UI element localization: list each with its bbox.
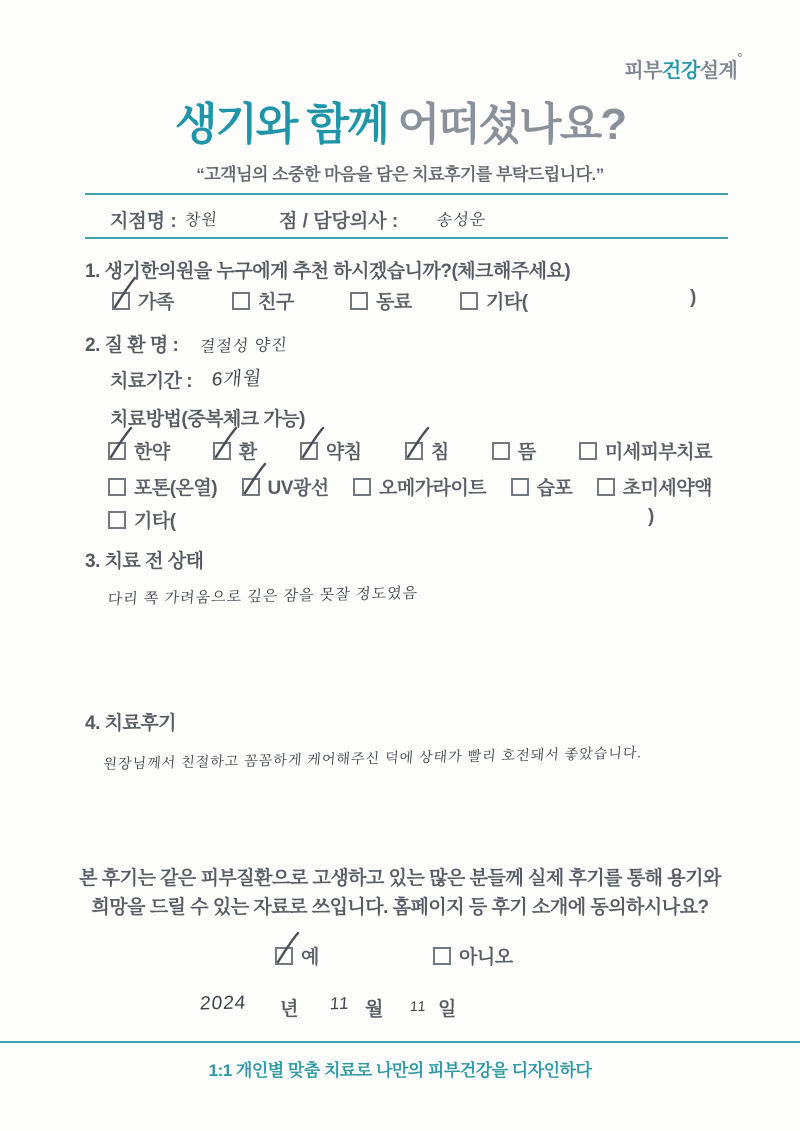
option-label: 아니오 bbox=[459, 947, 513, 968]
method-moxibustion[interactable] bbox=[492, 437, 536, 464]
checkbox-icon[interactable] bbox=[597, 478, 615, 496]
option-label: 포톤(온열) bbox=[134, 478, 218, 499]
checkbox-icon[interactable] bbox=[492, 442, 510, 460]
consent-option-yes[interactable] bbox=[275, 942, 319, 969]
brand-logo bbox=[624, 50, 742, 83]
q1-option-family[interactable] bbox=[112, 287, 174, 314]
consent-option-no[interactable] bbox=[433, 942, 513, 969]
checkbox-icon[interactable] bbox=[511, 478, 529, 496]
degree-mark-icon: ° bbox=[737, 50, 742, 65]
page-title-accent: 생기와 함께 bbox=[174, 100, 388, 149]
footer-divider bbox=[0, 1041, 800, 1043]
method-micro-skin-treatment[interactable] bbox=[579, 437, 712, 464]
branch-name-label: 지점명 : bbox=[110, 211, 177, 232]
option-label: 환 bbox=[238, 442, 257, 463]
treatment-period-value[interactable]: 6개월 bbox=[210, 368, 264, 391]
checkbox-icon[interactable] bbox=[112, 292, 130, 310]
checkbox-icon[interactable] bbox=[108, 442, 126, 460]
method-other[interactable] bbox=[108, 506, 176, 533]
option-label: 초미세약액 bbox=[622, 478, 712, 499]
method-wet-pack[interactable] bbox=[511, 473, 573, 500]
option-label: 습포 bbox=[536, 478, 573, 499]
handwritten-check-icon bbox=[110, 276, 138, 310]
q1-option-friend[interactable] bbox=[232, 287, 294, 314]
checkbox-icon[interactable] bbox=[108, 511, 126, 529]
handwritten-check-icon bbox=[403, 426, 431, 460]
q2-close-paren: ) bbox=[648, 506, 655, 527]
question-3-title: 3. 치료 전 상태 bbox=[85, 551, 204, 572]
option-label: 한약 bbox=[134, 442, 170, 463]
consent-text bbox=[0, 864, 800, 922]
branch-row bbox=[85, 193, 728, 239]
question-1-title: 1. 생기한의원을 누구에게 추천 하시겠습니까?(체크해주세요) bbox=[85, 261, 571, 282]
option-label: 예 bbox=[301, 947, 319, 968]
handwritten-check-icon bbox=[106, 426, 134, 460]
footer-slogan: 1:1 개인별 맞춤 치료로 나만의 피부건강을 디자인하다 bbox=[208, 1061, 592, 1080]
treatment-methods-label: 치료방법(중복체크 가능) bbox=[110, 409, 305, 430]
option-label: 동료 bbox=[376, 292, 412, 313]
option-label: 약침 bbox=[325, 442, 362, 463]
q1-option-coworker[interactable] bbox=[350, 287, 412, 314]
page-title-rest: 어떠셨나요? bbox=[397, 100, 626, 149]
logo-text-gray2: 설계 bbox=[699, 60, 738, 82]
checkbox-icon[interactable] bbox=[213, 442, 231, 460]
q1-option-other[interactable] bbox=[460, 287, 528, 314]
treatment-period-label: 치료기간 : bbox=[110, 371, 193, 392]
checkbox-icon[interactable] bbox=[579, 442, 597, 460]
option-label: 기타( bbox=[134, 511, 176, 532]
doctor-label: 점 / 담당의사 : bbox=[279, 211, 399, 232]
option-label: UV광선 bbox=[267, 478, 329, 499]
page-subtitle: “고객님의 소중한 마음을 담은 치료후기를 부탁드립니다.” bbox=[196, 165, 604, 184]
checkbox-icon[interactable] bbox=[405, 442, 423, 460]
date-year-value[interactable]: 2024 bbox=[199, 992, 248, 1015]
treatment-review-answer[interactable]: 원장님께서 친절하고 꼼꼼하게 케어해주신 덕에 상태가 빨리 호전돼서 좋았습니다. bbox=[102, 744, 644, 772]
handwritten-check-icon bbox=[211, 426, 239, 460]
method-ultrafine-solution[interactable] bbox=[597, 473, 712, 500]
method-herbal-medicine[interactable] bbox=[108, 437, 170, 464]
method-acupuncture[interactable] bbox=[405, 437, 449, 464]
disease-name-value[interactable]: 결절성 양진 bbox=[199, 337, 289, 356]
method-pharmacopuncture[interactable] bbox=[300, 437, 362, 464]
logo-text-accent: 건강 bbox=[662, 60, 700, 82]
question-2-title: 2. 질 환 명 : bbox=[85, 335, 179, 356]
method-photon-heat[interactable] bbox=[108, 473, 217, 500]
date-day-label: 일 bbox=[438, 999, 457, 1020]
consent-line-2: 희망을 드릴 수 있는 자료로 쓰입니다. 홈페이지 등 후기 소개에 동의하시나요? bbox=[91, 897, 709, 918]
q1-close-paren: ) bbox=[690, 287, 697, 308]
checkbox-icon[interactable] bbox=[232, 292, 250, 310]
date-day-value[interactable]: 11 bbox=[409, 997, 428, 1015]
checkbox-icon[interactable] bbox=[242, 478, 260, 496]
doctor-value[interactable]: 송성운 bbox=[436, 211, 487, 230]
checkbox-icon[interactable] bbox=[433, 947, 451, 965]
option-label: 미세피부치료 bbox=[604, 442, 712, 463]
methods-row-2 bbox=[108, 473, 712, 500]
pre-treatment-state-answer[interactable]: 다리 쪽 가려움으로 깊은 잠을 못잘 정도였음 bbox=[106, 584, 419, 609]
checkbox-icon[interactable] bbox=[275, 947, 293, 965]
methods-row-1 bbox=[108, 437, 712, 464]
consent-line-1: 본 후기는 같은 피부질환으로 고생하고 있는 많은 분들께 실제 후기를 통해 용기와 bbox=[79, 868, 721, 889]
question-4-title: 4. 치료후기 bbox=[85, 713, 177, 734]
handwritten-check-icon bbox=[240, 462, 268, 496]
checkbox-icon[interactable] bbox=[350, 292, 368, 310]
checkbox-icon[interactable] bbox=[353, 478, 371, 496]
checkbox-icon[interactable] bbox=[300, 442, 318, 460]
method-omega-light[interactable] bbox=[353, 473, 486, 500]
logo-text-gray1: 피부 bbox=[624, 60, 663, 82]
option-label: 친구 bbox=[258, 292, 294, 313]
branch-name-value[interactable]: 창원 bbox=[184, 211, 219, 230]
date-year-label: 년 bbox=[280, 999, 299, 1020]
page-title bbox=[0, 88, 800, 152]
checkbox-icon[interactable] bbox=[108, 478, 126, 496]
option-label: 침 bbox=[430, 442, 449, 463]
option-label: 오메가라이트 bbox=[379, 478, 487, 499]
handwritten-check-icon bbox=[273, 931, 301, 965]
checkbox-icon[interactable] bbox=[460, 292, 478, 310]
option-label: 가족 bbox=[138, 292, 174, 313]
option-label: 기타( bbox=[486, 292, 528, 313]
option-label: 뜸 bbox=[517, 442, 536, 463]
date-month-label: 월 bbox=[365, 999, 384, 1020]
handwritten-check-icon bbox=[298, 426, 326, 460]
date-month-value[interactable]: 11 bbox=[329, 993, 351, 1014]
method-pill[interactable] bbox=[213, 437, 257, 464]
method-uv-light[interactable] bbox=[242, 473, 329, 500]
